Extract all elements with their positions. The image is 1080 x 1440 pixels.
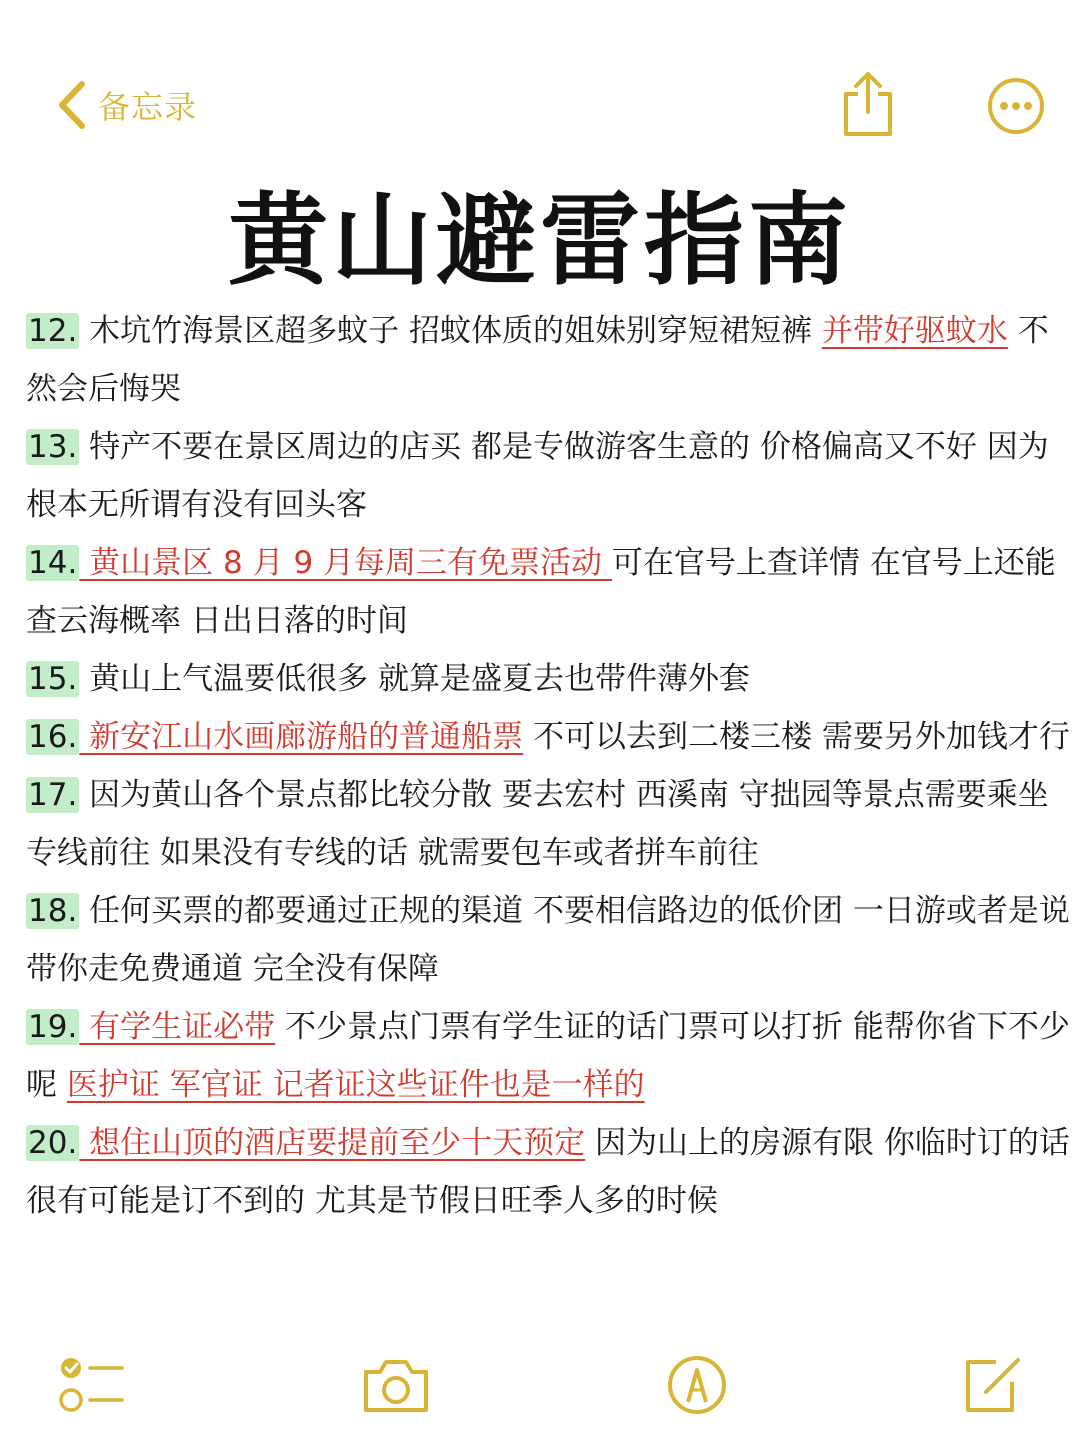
item-number: 18.: [28, 893, 78, 929]
share-icon[interactable]: [840, 70, 896, 138]
highlighted-text: 想住山顶的酒店要提前至少十天预定: [79, 1125, 586, 1161]
item-text: 不少景点门票有学生证的话门票可以打折 能帮你省下不少呢: [26, 1009, 1070, 1103]
back-label: 备忘录: [98, 88, 198, 126]
item-text: 特产不要在景区周边的店买 都是专做游客生意的 价格偏高又不好 因为根本无所谓有没有回头客: [26, 429, 1049, 523]
note-item: [26, 766, 1070, 882]
highlighted-text: 黄山景区 8 月 9 月每周三有免票活动: [79, 545, 612, 581]
note-item: [26, 998, 1070, 1114]
chevron-left-icon: [52, 78, 92, 132]
item-number: 12.: [28, 313, 78, 349]
item-number: 20.: [28, 1125, 78, 1161]
note-title: 黄山避雷指南: [228, 182, 852, 299]
top-navigation-bar: [0, 0, 1080, 180]
note-item: [26, 650, 1070, 708]
item-number: 17.: [28, 777, 78, 813]
back-button[interactable]: [52, 78, 197, 132]
item-text: 因为山上的房源有限 你临时订的话很有可能是订不到的 尤其是节假日旺季人多的时候: [26, 1125, 1070, 1219]
camera-icon[interactable]: [360, 1354, 432, 1416]
item-number: 19.: [28, 1009, 78, 1045]
note-item: [26, 1114, 1070, 1230]
item-text: 不可以去到二楼三楼 需要另外加钱才行: [523, 719, 1070, 755]
item-number: 15.: [28, 661, 78, 697]
highlighted-text: 医护证 军官证 记者证这些证件也是一样的: [66, 1067, 645, 1103]
ellipsis-circle-icon[interactable]: [986, 76, 1046, 136]
highlighted-text: 新安江山水画廊游船的普通船票: [79, 719, 524, 755]
note-item: [26, 418, 1070, 534]
item-text: 任何买票的都要通过正规的渠道 不要相信路边的低价团 一日游或者是说带你走免费通道 完全没有保障: [26, 893, 1070, 987]
item-text: 不然会后悔哭: [26, 313, 1049, 407]
item-text: 可在官号上查详情 在官号上还能查云海概率 日出日落的时间: [26, 545, 1056, 639]
item-text: 木坑竹海景区超多蚊子 招蚊体质的姐妹别穿短裙短裤: [79, 313, 822, 349]
compose-icon[interactable]: [962, 1354, 1024, 1416]
item-number: 13.: [28, 429, 78, 465]
note-item: [26, 302, 1070, 418]
highlighted-text: 有学生证必带: [79, 1009, 276, 1045]
item-number: 14.: [28, 545, 78, 581]
note-item: [26, 882, 1070, 998]
item-number: 16.: [28, 719, 78, 755]
note-body[interactable]: [26, 302, 1070, 1230]
note-item: [26, 708, 1070, 766]
bottom-toolbar: [0, 1340, 1080, 1440]
highlighted-text: 并带好驱蚊水: [821, 313, 1008, 349]
pen-markup-icon[interactable]: [666, 1354, 728, 1416]
item-text: 因为黄山各个景点都比较分散 要去宏村 西溪南 守拙园等景点需要乘坐专线前往 如果没有专线的话 就需要包车或者拼车前往: [26, 777, 1049, 871]
item-text: 黄山上气温要低很多 就算是盛夏去也带件薄外套: [79, 661, 751, 697]
note-item: [26, 534, 1070, 650]
checklist-icon[interactable]: [58, 1354, 126, 1416]
